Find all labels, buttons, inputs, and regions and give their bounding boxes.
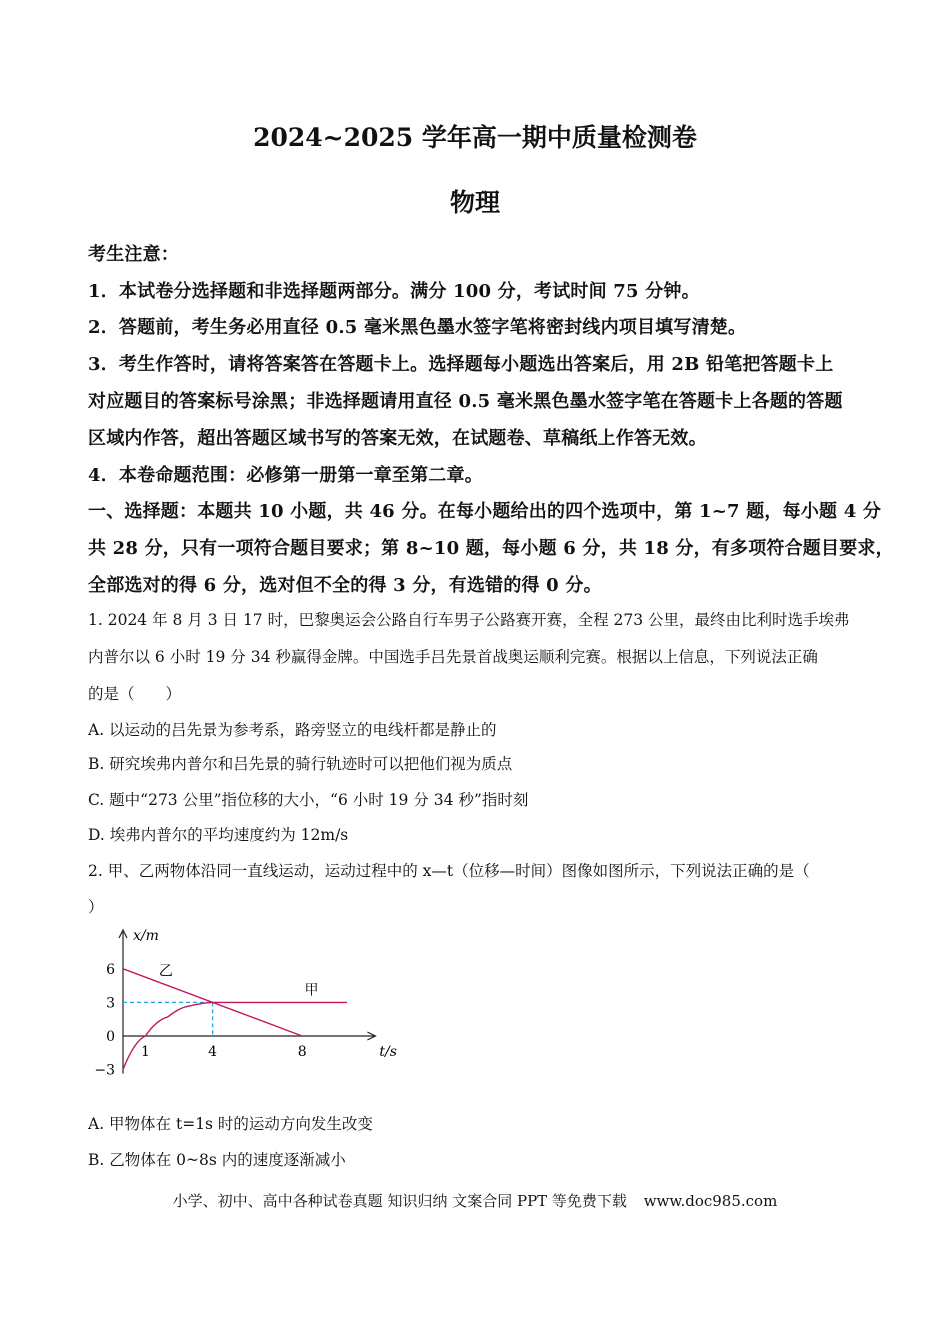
xt-graph: [94, 918, 397, 1092]
question-1-option-a: A. 以运动的吕先景为参考系，路旁竖立的电线杆都是静止的: [88, 721, 497, 739]
y-tick-label: 6: [106, 961, 115, 978]
question-1-option-b: B. 研究埃弗内普尔和吕先景的骑行轨迹时可以把他们视为质点: [88, 755, 513, 773]
section-instructions: 全部选对的得 6 分，选对但不全的得 3 分，有选错的得 0 分。: [88, 575, 602, 596]
xt-graph-svg: [94, 918, 397, 1088]
notice-item: 1．本试卷分选择题和非选择题两部分。满分 100 分，考试时间 75 分钟。: [88, 281, 700, 302]
x-tick-label: 1: [140, 1044, 150, 1060]
notice-heading: 考生注意：: [88, 244, 179, 265]
page-title: 2024~2025 学年高一期中质量检测卷: [253, 123, 697, 152]
y-tick-label: −3: [94, 1062, 115, 1079]
y-tick-label: 0: [106, 1029, 115, 1045]
notice-item: 区域内作答，超出答题区域书写的答案无效，在试题卷、草稿纸上作答无效。: [88, 428, 707, 449]
question-2-option-b: B. 乙物体在 0~8s 内的速度逐渐减小: [88, 1151, 346, 1169]
question-1-stem: 的是（ ）: [88, 685, 182, 703]
footer-url[interactable]: www.doc985.com: [643, 1192, 778, 1210]
footer-text: 小学、初中、高中各种试卷真题 知识归纳 文案合同 PPT 等免费下载: [172, 1192, 627, 1210]
section-instructions: 一、选择题：本题共 10 小题，共 46 分。在每小题给出的四个选项中，第 1~7 题，每小题 4 分: [88, 501, 882, 522]
section-instructions: 共 28 分，只有一项符合题目要求；第 8~10 题，每小题 6 分，共 18 分，有多项符合题目要求，: [88, 538, 894, 559]
question-1-option-d: D. 埃弗内普尔的平均速度约为 12m/s: [88, 826, 349, 844]
y-axis-label: x/m: [133, 928, 159, 944]
notice-item: 对应题目的答案标号涂黑；非选择题请用直径 0.5 毫米黑色墨水签字笔在答题卡上各题的答题: [88, 391, 843, 412]
notice-item: 3．考生作答时，请将答案答在答题卡上。选择题每小题选出答案后，用 2B 铅笔把答题卡上: [88, 354, 834, 375]
question-1-stem: 1. 2024 年 8 月 3 日 17 时，巴黎奥运会公路自行车男子公路赛开赛，全程 273 公里，最终由比利时选手埃弗: [88, 611, 850, 629]
question-2-stem: 2. 甲、乙两物体沿同一直线运动，运动过程中的 x—t（位移—时间）图像如图所示，下列说法正确的是（: [88, 862, 810, 880]
question-2-stem: ）: [88, 898, 104, 916]
question-1-option-c: C. 题中“273 公里”指位移的大小，“6 小时 19 分 34 秒”指时刻: [88, 791, 529, 809]
x-axis-label: t/s: [379, 1044, 397, 1060]
notice-item: 2．答题前，考生务必用直径 0.5 毫米黑色墨水签字笔将密封线内项目填写清楚。: [88, 317, 747, 338]
series-label-jia: 甲: [304, 982, 319, 999]
question-1-stem: 内普尔以 6 小时 19 分 34 秒赢得金牌。中国选手吕先景首战奥运顺利完赛。根据以上信息，下列说法正确: [88, 648, 818, 666]
y-tick-label: 3: [106, 995, 115, 1012]
notice-item: 4．本卷命题范围：必修第一册第一章至第二章。: [88, 465, 483, 486]
series-label-yi: 乙: [158, 963, 173, 980]
subject-title: 物理: [449, 188, 500, 217]
question-2-option-a: A. 甲物体在 t=1s 时的运动方向发生改变: [88, 1115, 373, 1133]
x-tick-label: 8: [297, 1044, 307, 1060]
page-footer: [0, 1190, 950, 1211]
x-tick-label: 4: [208, 1044, 218, 1060]
